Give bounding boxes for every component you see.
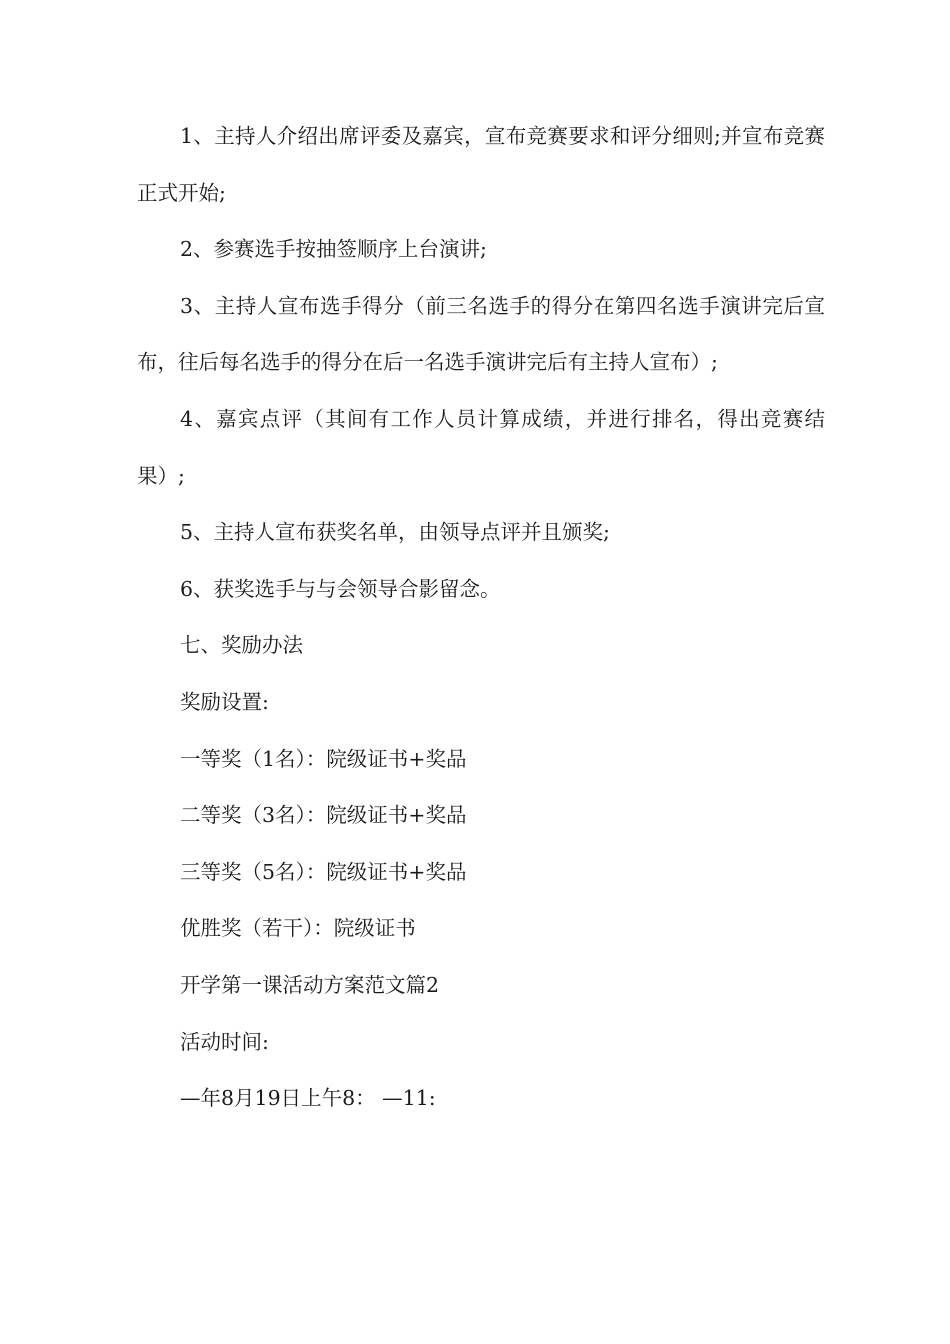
document-body: [137, 108, 825, 1127]
section-heading-sample-2: 开学第一课活动方案范文篇2: [180, 972, 440, 997]
paragraph-activity-time-value: —年8月19日上午8： —11:: [180, 1086, 436, 1111]
paragraph-procedure-6: 6、获奖选手与与会领导合影留念。: [180, 576, 501, 601]
paragraph-procedure-5: 5、主持人宣布获奖名单，由领导点评并且颁奖;: [180, 520, 610, 545]
paragraph-procedure-1: 1、主持人介绍出席评委及嘉宾，宣布竞赛要求和评分细则;并宣布竞赛正式开始;: [137, 124, 825, 205]
paragraph-award-settings: 奖励设置:: [180, 689, 269, 714]
paragraph-procedure-4: 4、嘉宾点评（其间有工作人员计算成绩，并进行排名，得出竞赛结果）;: [137, 406, 825, 488]
paragraph-first-prize: 一等奖（1名）：院级证书+奖品: [180, 746, 467, 771]
paragraph-procedure-2: 2、参赛选手按抽签顺序上台演讲;: [180, 237, 487, 262]
paragraph-procedure-3: 3、主持人宣布选手得分（前三名选手的得分在第四名选手演讲完后宣布，往后每名选手的得分在后一名选手演讲完后有主持人宣布）;: [137, 293, 825, 375]
section-heading-awards: 七、奖励办法: [180, 633, 303, 658]
paragraph-third-prize: 三等奖（5名）：院级证书+奖品: [180, 859, 467, 884]
paragraph-second-prize: 二等奖（3名）：院级证书+奖品: [180, 803, 467, 828]
paragraph-activity-time-label: 活动时间:: [180, 1029, 269, 1054]
paragraph-merit-prize: 优胜奖（若干）：院级证书: [180, 916, 416, 941]
